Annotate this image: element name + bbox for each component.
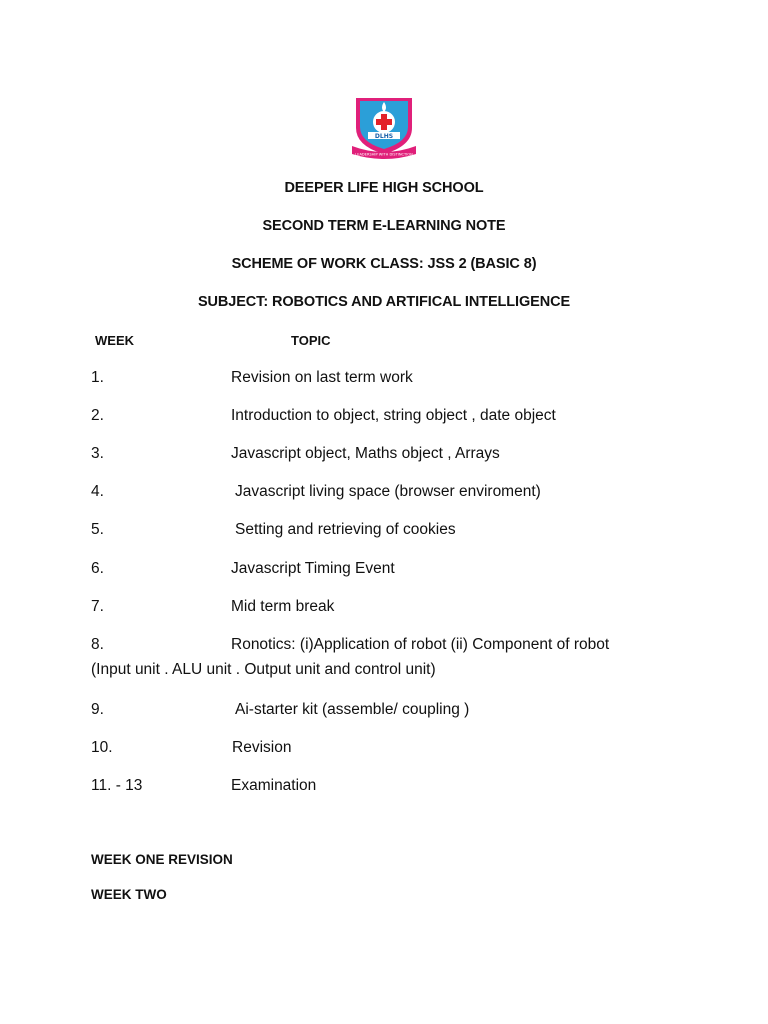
week-topic-continued: (Input unit . ALU unit . Output unit and control unit): [91, 661, 436, 678]
week-number: 3.: [91, 445, 104, 462]
school-name: DEEPER LIFE HIGH SCHOOL: [284, 180, 484, 196]
week-topic: Javascript object, Maths object , Arrays: [231, 445, 500, 462]
week-number: 11. - 13: [91, 777, 143, 794]
topic-header: TOPIC: [291, 333, 331, 348]
week-topic: Examination: [231, 777, 317, 794]
week-number: 2.: [91, 407, 104, 424]
week-number: 7.: [91, 598, 104, 615]
week-topic: Mid term break: [231, 598, 335, 615]
week-header: WEEK: [95, 333, 134, 348]
week-topic: Ronotics: (i)Application of robot (ii) Component of robot: [231, 636, 610, 653]
subject-title: SUBJECT: ROBOTICS AND ARTIFICAL INTELLIGENCE: [197, 294, 571, 310]
section-heading: WEEK TWO: [91, 887, 167, 902]
week-number: 1.: [91, 369, 104, 386]
week-number: 8.: [91, 636, 104, 653]
week-topic: Javascript living space (browser enviroment): [235, 483, 541, 500]
week-topic: Setting and retrieving of cookies: [235, 521, 456, 538]
note-title: SECOND TERM E-LEARNING NOTE: [262, 218, 506, 234]
week-number: 6.: [91, 560, 104, 577]
scheme-title: SCHEME OF WORK CLASS: JSS 2 (BASIC 8): [231, 256, 537, 272]
week-topic: Javascript Timing Event: [231, 560, 395, 577]
week-number: 9.: [91, 701, 104, 718]
week-topic: Revision: [232, 739, 292, 756]
week-number: 10.: [91, 739, 113, 756]
week-topic: Revision on last term work: [231, 369, 413, 386]
week-number: 5.: [91, 521, 104, 538]
svg-text:LEADERSHIP WITH DISTINCTION: LEADERSHIP WITH DISTINCTION: [355, 152, 413, 157]
svg-text:DLHS: DLHS: [374, 133, 394, 140]
school-crest-icon: [350, 92, 418, 162]
week-topic: Ai-starter kit (assemble/ coupling ): [235, 701, 470, 718]
week-topic: Introduction to object, string object , date object: [231, 407, 556, 424]
week-number: 4.: [91, 483, 104, 500]
section-heading: WEEK ONE REVISION: [91, 852, 233, 867]
